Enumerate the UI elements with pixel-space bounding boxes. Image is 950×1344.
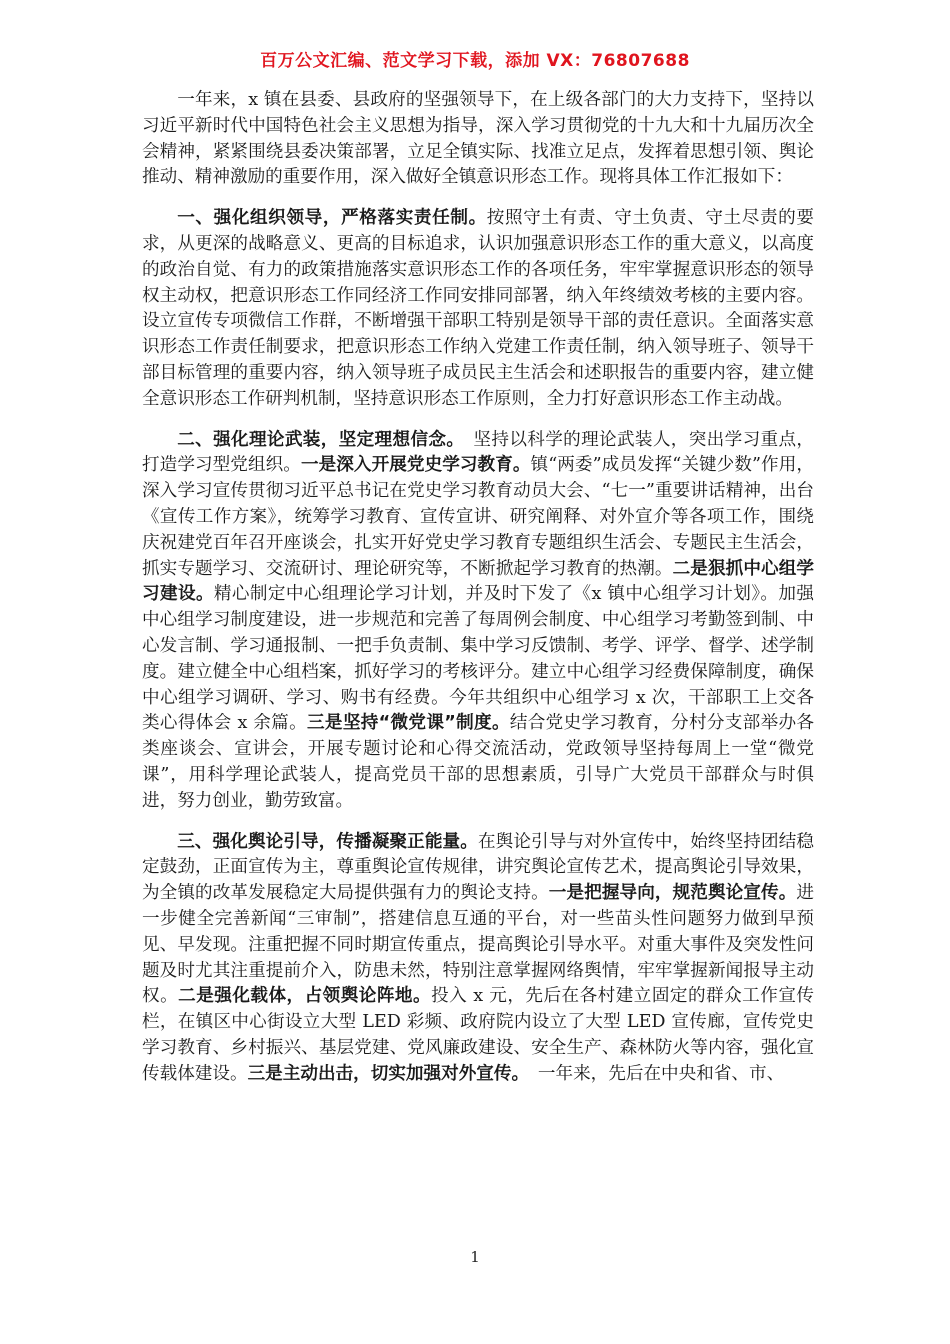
section-2-point-3-body: 结合党史学习教育，分村分支部举办各类座谈会、宣讲会，开展专题讨论和心得交流活动，党政领导坚持每周上一堂“微党课”，用科学理论武装人，提高党员干部的思想素质，引导广大党员干部群众与时俱进，努力创业，勤劳致富。 bbox=[142, 713, 814, 811]
section-1-heading: 一、强化组织领导，严格落实责任制。 bbox=[177, 208, 487, 229]
section-2-point-2-body: 精心制定中心组理论学习计划，并及时下发了《x 镇中心组学习计划》。加强中心组学习制度建设，进一步规范和完善了每周例会制度、中心组学习考勤签到制、中心发言制、学习通报制、一把手负责制、集中学习反馈制、考学、评学、督学、述学制度。建立健全中心组档案，抓好学习的考核评分。建立中心组学习经费保障制度，确保中心组学习调研、学习、购书有经费。今年共组织中心组学习 x 次，干部职工上交各类心得体会 x 余篇。 bbox=[142, 584, 814, 734]
section-3-heading: 三、强化舆论引导，传播凝聚正能量。 bbox=[177, 831, 478, 852]
section-2-point-1-title: 一是深入开展党史学习教育。 bbox=[300, 455, 531, 476]
section-3-point-2-title: 二是强化载体，占领舆论阵地。 bbox=[178, 986, 432, 1007]
section-3-intro: 在舆论引导与对外宣传中，始终坚持团结稳定鼓劲，正面宣传为主，尊重舆论宣传规律，讲究舆论宣传艺术，提高舆论引导效果，为全镇的改革发展稳定大局提供强有力的舆论支持。 bbox=[142, 831, 814, 904]
download-banner: 百万公文汇编、范文学习下载，添加 VX：76807688 bbox=[260, 51, 690, 71]
document-body bbox=[142, 88, 814, 1102]
section-3-point-1-title: 一是把握导向，规范舆论宣传。 bbox=[548, 883, 797, 904]
section-2-heading: 二、强化理论武装，坚定理想信念。 bbox=[177, 429, 456, 450]
section-2-intro: 坚持以科学的理论武装人，突出学习重点，打造学习型党组织。 bbox=[142, 429, 814, 476]
section-3-point-3-body: 一年来，先后在中央和省、市、 bbox=[520, 1063, 785, 1084]
section-1-body: 按照守土有责、守土负责、守土尽责的要求，从更深的战略意义、更高的目标追求，认识加强意识形态工作的重大意义，以高度的政治自觉、有力的政策措施落实意识形态工作的各项任务，牢牢掌握意识形态的领导权主动权，把意识形态工作同经济工作同安排同部署，纳入年终绩效考核的主要内容。设立宣传专项微信工作群，不断增强干部职工特别是领导干部的责任意识。全面落实意识形态工作责任制要求，把意识形态工作纳入党建工作责任制，纳入领导班子、领导干部目标管理的重要内容，纳入领导班子成员民主生活会和述职报告的重要内容，建立健全意识形态工作研判机制，坚持意识形态工作原则，全力打好意识形态工作主动战。 bbox=[142, 208, 814, 409]
section-2-point-2-title: 二是狠抓中心组学习建设。 bbox=[142, 558, 814, 605]
section-2-point-3-title: 三是坚持“微党课”制度。 bbox=[307, 713, 510, 734]
section-3-point-3-title: 三是主动出击，切实加强对外宣传。 bbox=[247, 1063, 521, 1084]
section-3-point-1-body: 进一步健全完善新闻“三审制”，搭建信息互通的平台，对一些苗头性问题努力做到早预见、早发现。注重把握不同时期宣传重点，提高舆论引导水平。对重大事件及突发性问题及时尤其注重提前介入，防患未然，特别注意掌握网络舆情，牢牢掌握新闻报导主动权。 bbox=[142, 883, 814, 1007]
intro-paragraph: 一年来，x 镇在县委、县政府的坚强领导下，在上级各部门的大力支持下，坚持以习近平新时代中国特色社会主义思想为指导，深入学习贯彻党的十九大和十九届历次全会精神，紧紧围绕县委决策部署，立足全镇实际、找准立足点，发挥着思想引领、舆论推动、精神激励的重要作用，深入做好全镇意识形态工作。现将具体工作汇报如下： bbox=[142, 90, 814, 188]
page-number: 1 bbox=[470, 1248, 480, 1266]
section-2-point-1-body: 镇“两委”成员发挥“关键少数”作用，深入学习宣传贯彻习近平总书记在党史学习教育动员大会、“七一”重要讲话精神，出台《宣传工作方案》，统筹学习教育、宣传宣讲、研究阐释、对外宣介等各项工作，围绕庆祝建党百年召开座谈会，扎实开好党史学习教育专题组织生活会、专题民主生活会，抓实专题学习、交流研讨、理论研究等，不断掀起学习教育的热潮。 bbox=[142, 455, 814, 579]
section-3-paragraph bbox=[142, 830, 814, 1088]
section-2-paragraph bbox=[142, 428, 814, 815]
section-3-point-2-body: 投入 x 元，先后在各村建立固定的群众工作宣传栏，在镇区中心街设立大型 LED 彩频、政府院内设立了大型 LED 宣传廊，宣传党史学习教育、乡村振兴、基层党建、党风廉政建设、安全生产、森林防火等内容，强化宣传载体建设。 bbox=[142, 986, 814, 1084]
section-1-paragraph bbox=[142, 206, 814, 412]
